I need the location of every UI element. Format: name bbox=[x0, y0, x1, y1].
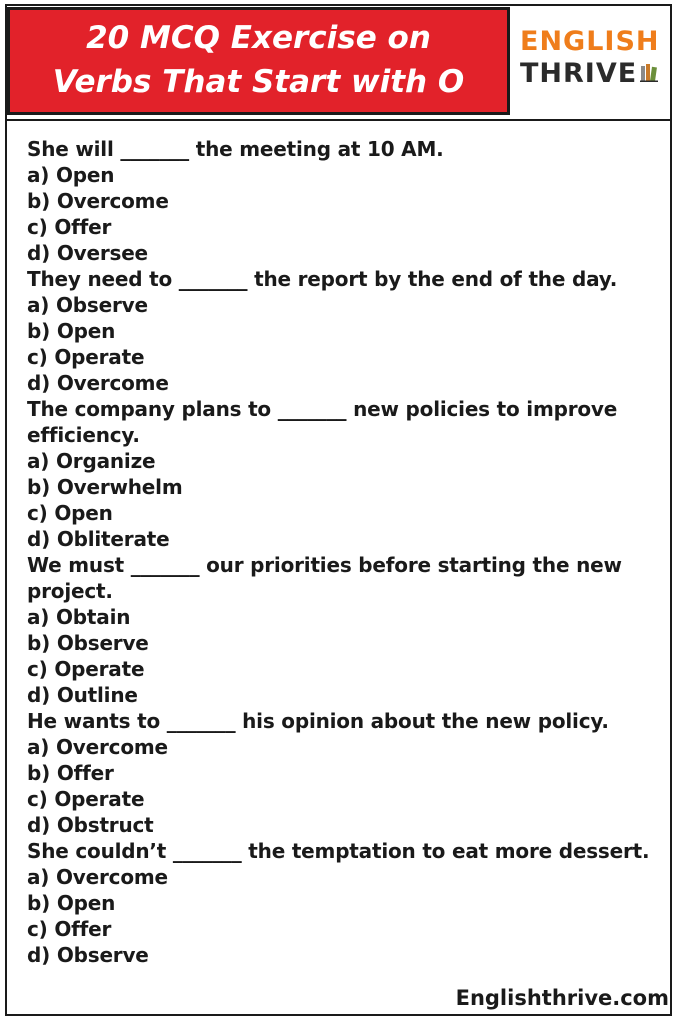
mcq-list bbox=[27, 136, 657, 968]
title-banner bbox=[7, 7, 510, 115]
answer-option: a) Observe bbox=[27, 293, 148, 317]
answer-option: b) Offer bbox=[27, 761, 114, 785]
question-block bbox=[27, 266, 657, 396]
footer-site-url: Englishthrive.com bbox=[455, 986, 669, 1010]
answer-option: d) Obliterate bbox=[27, 527, 170, 551]
title-line-1: 20 MCQ Exercise on bbox=[86, 20, 431, 56]
answer-option: c) Operate bbox=[27, 345, 145, 369]
question-text: He wants to _______ his opinion about the new policy. bbox=[27, 709, 609, 733]
question-block bbox=[27, 552, 657, 708]
question-block bbox=[27, 396, 657, 552]
question-text: We must _______ our priorities before starting the new project. bbox=[27, 553, 622, 603]
question-block bbox=[27, 838, 657, 968]
question-block bbox=[27, 708, 657, 838]
answer-option: d) Outline bbox=[27, 683, 138, 707]
header-divider bbox=[7, 119, 672, 121]
answer-option: d) Overcome bbox=[27, 371, 169, 395]
logo-text-english: ENGLISH bbox=[520, 26, 660, 57]
answer-option: d) Oversee bbox=[27, 241, 148, 265]
logo-row-thrive bbox=[520, 58, 670, 90]
question-block bbox=[27, 136, 657, 266]
answer-option: a) Obtain bbox=[27, 605, 131, 629]
english-thrive-logo bbox=[520, 26, 670, 96]
title-line-2: Verbs That Start with O bbox=[52, 64, 465, 100]
answer-option: d) Observe bbox=[27, 943, 149, 967]
answer-option: b) Overcome bbox=[27, 189, 169, 213]
answer-option: d) Obstruct bbox=[27, 813, 154, 837]
answer-option: b) Observe bbox=[27, 631, 149, 655]
answer-option: c) Open bbox=[27, 501, 113, 525]
answer-option: b) Overwhelm bbox=[27, 475, 183, 499]
answer-option: a) Organize bbox=[27, 449, 156, 473]
question-text: She couldn’t _______ the temptation to eat more dessert. bbox=[27, 839, 650, 863]
question-text: The company plans to _______ new policies to improve efficiency. bbox=[27, 397, 618, 447]
answer-option: b) Open bbox=[27, 319, 116, 343]
question-text: She will _______ the meeting at 10 AM. bbox=[27, 137, 444, 161]
answer-option: c) Operate bbox=[27, 787, 145, 811]
logo-text-thrive: THRIVE bbox=[520, 58, 638, 89]
answer-option: a) Overcome bbox=[27, 865, 168, 889]
books-icon bbox=[640, 58, 658, 90]
answer-option: c) Operate bbox=[27, 657, 145, 681]
answer-option: a) Overcome bbox=[27, 735, 168, 759]
answer-option: c) Offer bbox=[27, 215, 112, 239]
answer-option: a) Open bbox=[27, 163, 115, 187]
answer-option: c) Offer bbox=[27, 917, 112, 941]
question-text: They need to _______ the report by the end of the day. bbox=[27, 267, 618, 291]
answer-option: b) Open bbox=[27, 891, 116, 915]
